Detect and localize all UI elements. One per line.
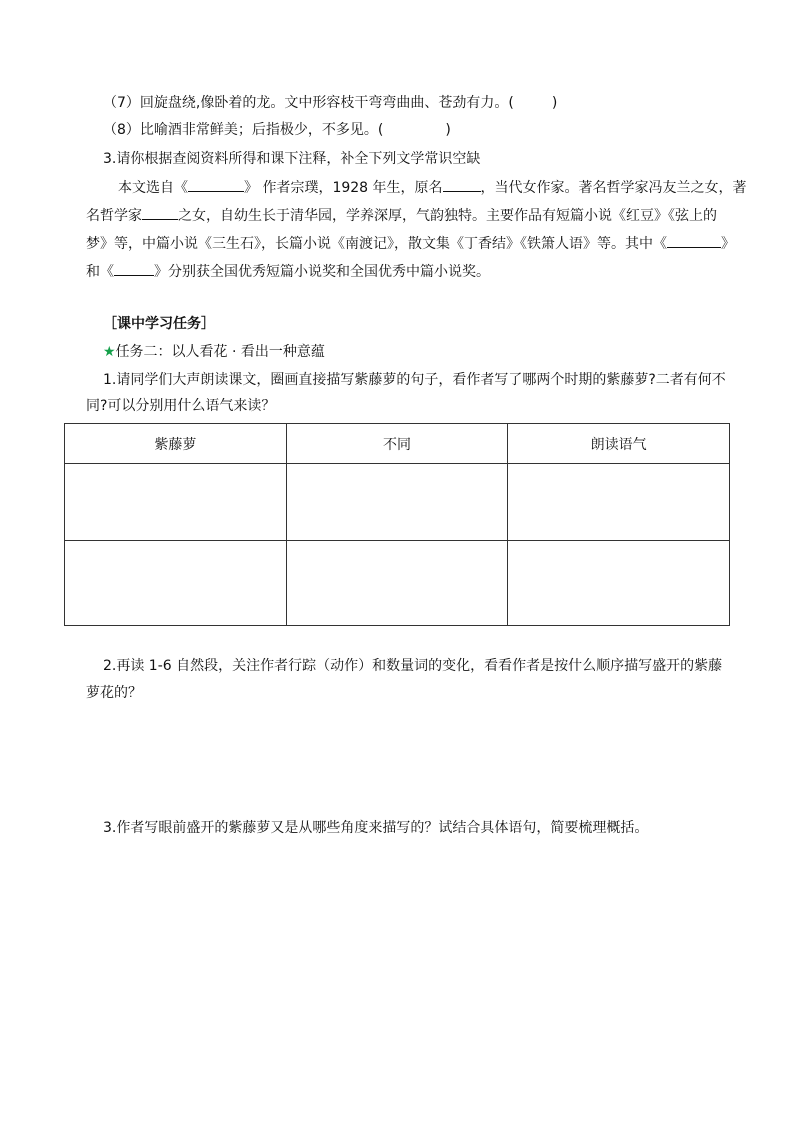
task2-q1-line1: 1.请同学们大声朗读课文，圈画直接描写紫藤萝的句子，看作者写了哪两个时期的紫藤萝?二者有何不 (103, 372, 726, 388)
task2-q2-line2: 萝花的？ (86, 685, 142, 701)
table-row (65, 541, 730, 626)
table-cell[interactable] (508, 541, 730, 626)
literature-line-4 (86, 261, 490, 282)
question-8-close: ) (445, 122, 451, 138)
question-7-close: ) (551, 95, 558, 111)
literature-text: 梦》等，中篇小说《三生石》，长篇小说《南渡记》，散文集《丁香结》《铁箫人语》等。其中《 (86, 236, 667, 252)
blank-philosopher[interactable] (142, 205, 178, 220)
literature-line-3 (86, 233, 735, 254)
section-title: ［课中学习任务］ (103, 316, 215, 332)
table-header-difference: 不同 (286, 424, 508, 464)
question-7 (103, 93, 557, 113)
table-cell[interactable] (286, 541, 508, 626)
blank-award-short[interactable] (667, 233, 721, 248)
literature-text: 本文选自《 (118, 180, 188, 196)
star-icon: ★ (103, 344, 116, 360)
literature-text: 和《 (86, 264, 114, 280)
literature-text: 》分别获全国优秀短篇小说奖和全国优秀中篇小说奖。 (154, 264, 490, 280)
literature-text: 名哲学家 (86, 208, 142, 224)
task2-q3: 3.作者写眼前盛开的紫藤萝又是从哪些角度来描写的？试结合具体语句，简要梳理概括。 (103, 820, 649, 836)
answer-table (64, 423, 730, 626)
table-header-reading-tone: 朗读语气 (508, 424, 730, 464)
table-cell[interactable] (65, 464, 287, 541)
literature-text: 之女，自幼生长于清华园，学养深厚，气韵独特。主要作品有短篇小说《红豆》《弦上的 (178, 208, 717, 224)
literature-text: 》 (721, 236, 735, 252)
literature-line-2 (86, 205, 717, 226)
question-7-text: （7）回旋盘绕,像卧着的龙。文中形容枝干弯弯曲曲、苍劲有力。( (103, 95, 514, 111)
literature-question-prompt: 3.请你根据查阅资料所得和课下注释，补全下列文学常识空缺 (103, 151, 481, 167)
literature-line-1 (118, 177, 747, 198)
table-header-wisteria: 紫藤萝 (65, 424, 287, 464)
task2-q2-line1: 2.再读 1-6 自然段，关注作者行踪（动作）和数量词的变化，看看作者是按什么顺序描写盛开的紫藤 (103, 658, 723, 674)
blank-award-medium[interactable] (114, 261, 154, 276)
table-cell[interactable] (65, 541, 287, 626)
task2-q1-line2: 同?可以分别用什么语气来读？ (86, 398, 276, 414)
question-8 (103, 120, 451, 140)
table-row (65, 464, 730, 541)
question-8-text: （8）比喻酒非常鲜美；后指极少，不多见。( (103, 122, 384, 138)
literature-text: ，当代女作家。著名哲学家冯友兰之女，著 (480, 180, 747, 196)
task2-title: 任务二：以人看花 · 看出一种意蕴 (115, 344, 325, 360)
table-cell[interactable] (286, 464, 508, 541)
task2-title-line (103, 342, 325, 362)
blank-original-name[interactable] (443, 177, 481, 192)
literature-text: 》 作者宗璞，1928 年生，原名 (244, 180, 443, 196)
blank-source-book[interactable] (188, 177, 244, 192)
table-cell[interactable] (508, 464, 730, 541)
